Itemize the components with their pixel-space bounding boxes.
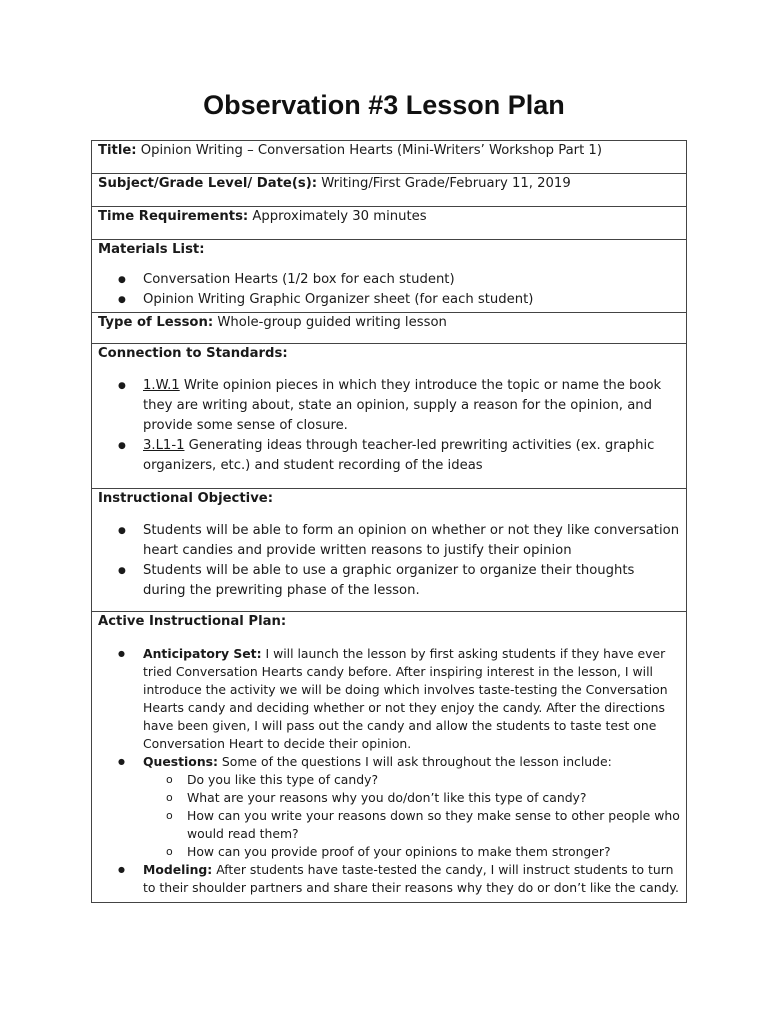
standard-code-link[interactable]: 3.L1-1	[143, 438, 185, 453]
subject-row	[92, 174, 687, 207]
objective-row	[92, 489, 687, 612]
list-item	[98, 861, 680, 897]
title-label: Title:	[98, 143, 137, 158]
questions-sublist	[143, 771, 680, 861]
materials-cell	[92, 240, 687, 313]
plan-list	[98, 645, 680, 897]
plan-row	[92, 612, 687, 903]
list-item: o Do you like this type of candy?	[143, 771, 680, 789]
modeling-label: Modeling:	[143, 862, 213, 877]
modeling-text: After students have taste-tested the candy, I will instruct students to turn to their shoulder partners and share their reasons why they do or don’t like the candy.	[143, 862, 679, 895]
questions-text: Some of the questions I will ask throughout the lesson include:	[217, 754, 612, 769]
materials-label: Materials List:	[98, 242, 205, 257]
objective-label: Instructional Objective:	[98, 491, 274, 506]
list-item: ● Students will be able to form an opinion on whether or not they like conversation heart candies and provide written reasons to justify their opinion	[98, 521, 680, 561]
standard-code-link[interactable]: 1.W.1	[143, 378, 180, 393]
materials-list	[98, 270, 680, 310]
standards-row	[92, 344, 687, 489]
standards-cell	[92, 344, 687, 489]
title-row	[92, 141, 687, 174]
type-value: Whole-group guided writing lesson	[213, 315, 447, 330]
type-row	[92, 313, 687, 344]
standard-text: Write opinion pieces in which they introduce the topic or name the book they are writing about, state an opinion, supply a reason for the opinion, and provide some sense of closure.	[143, 378, 662, 433]
title-value: Opinion Writing – Conversation Hearts (Mini-Writers’ Workshop Part 1)	[136, 143, 602, 158]
time-row	[92, 207, 687, 240]
list-item: o How can you write your reasons down so they make sense to other people who would read them?	[143, 807, 680, 843]
type-cell	[92, 313, 687, 344]
time-cell	[92, 207, 687, 240]
list-item: o What are your reasons why you do/don’t like this type of candy?	[143, 789, 680, 807]
page-title: Observation #3 Lesson Plan	[203, 90, 565, 120]
questions-label: Questions:	[143, 754, 218, 769]
anticipatory-label: Anticipatory Set:	[143, 646, 262, 661]
plan-cell	[92, 612, 687, 903]
list-item	[98, 436, 680, 476]
list-item: o How can you provide proof of your opinions to make them stronger?	[143, 843, 680, 861]
subject-cell	[92, 174, 687, 207]
standards-list	[98, 376, 680, 476]
anticipatory-text: I will launch the lesson by first asking students if they have ever tried Conversation Hearts candy before. After inspiring interest in the lesson, I will introduce the activity we will be doing which involves taste-testing the Conversation Hearts candy and deciding whether or not they enjoy the candy. After the directions have been given, I will pass out the candy and allow the students to taste test one Conversation Heart to decide their opinion.	[143, 646, 668, 751]
list-item: ● Students will be able to use a graphic organizer to organize their thoughts during the prewriting phase of the lesson.	[98, 561, 680, 601]
materials-row	[92, 240, 687, 313]
plan-label: Active Instructional Plan:	[98, 614, 287, 629]
subject-label: Subject/Grade Level/ Date(s):	[98, 176, 318, 191]
lesson-plan-table	[91, 140, 687, 903]
list-item: ● Conversation Hearts (1/2 box for each student)	[98, 270, 680, 290]
subject-value: Writing/First Grade/February 11, 2019	[317, 176, 571, 191]
standards-label: Connection to Standards:	[98, 346, 288, 361]
type-label: Type of Lesson:	[98, 315, 214, 330]
objective-list	[98, 521, 680, 601]
list-item	[98, 753, 680, 861]
standard-text: Generating ideas through teacher-led prewriting activities (ex. graphic organizers, etc.) and student recording of the ideas	[143, 438, 655, 473]
list-item	[98, 645, 680, 753]
time-label: Time Requirements:	[98, 209, 249, 224]
objective-cell	[92, 489, 687, 612]
list-item	[98, 376, 680, 436]
list-item: ● Opinion Writing Graphic Organizer sheet (for each student)	[98, 290, 680, 310]
title-cell	[92, 141, 687, 174]
time-value: Approximately 30 minutes	[248, 209, 427, 224]
